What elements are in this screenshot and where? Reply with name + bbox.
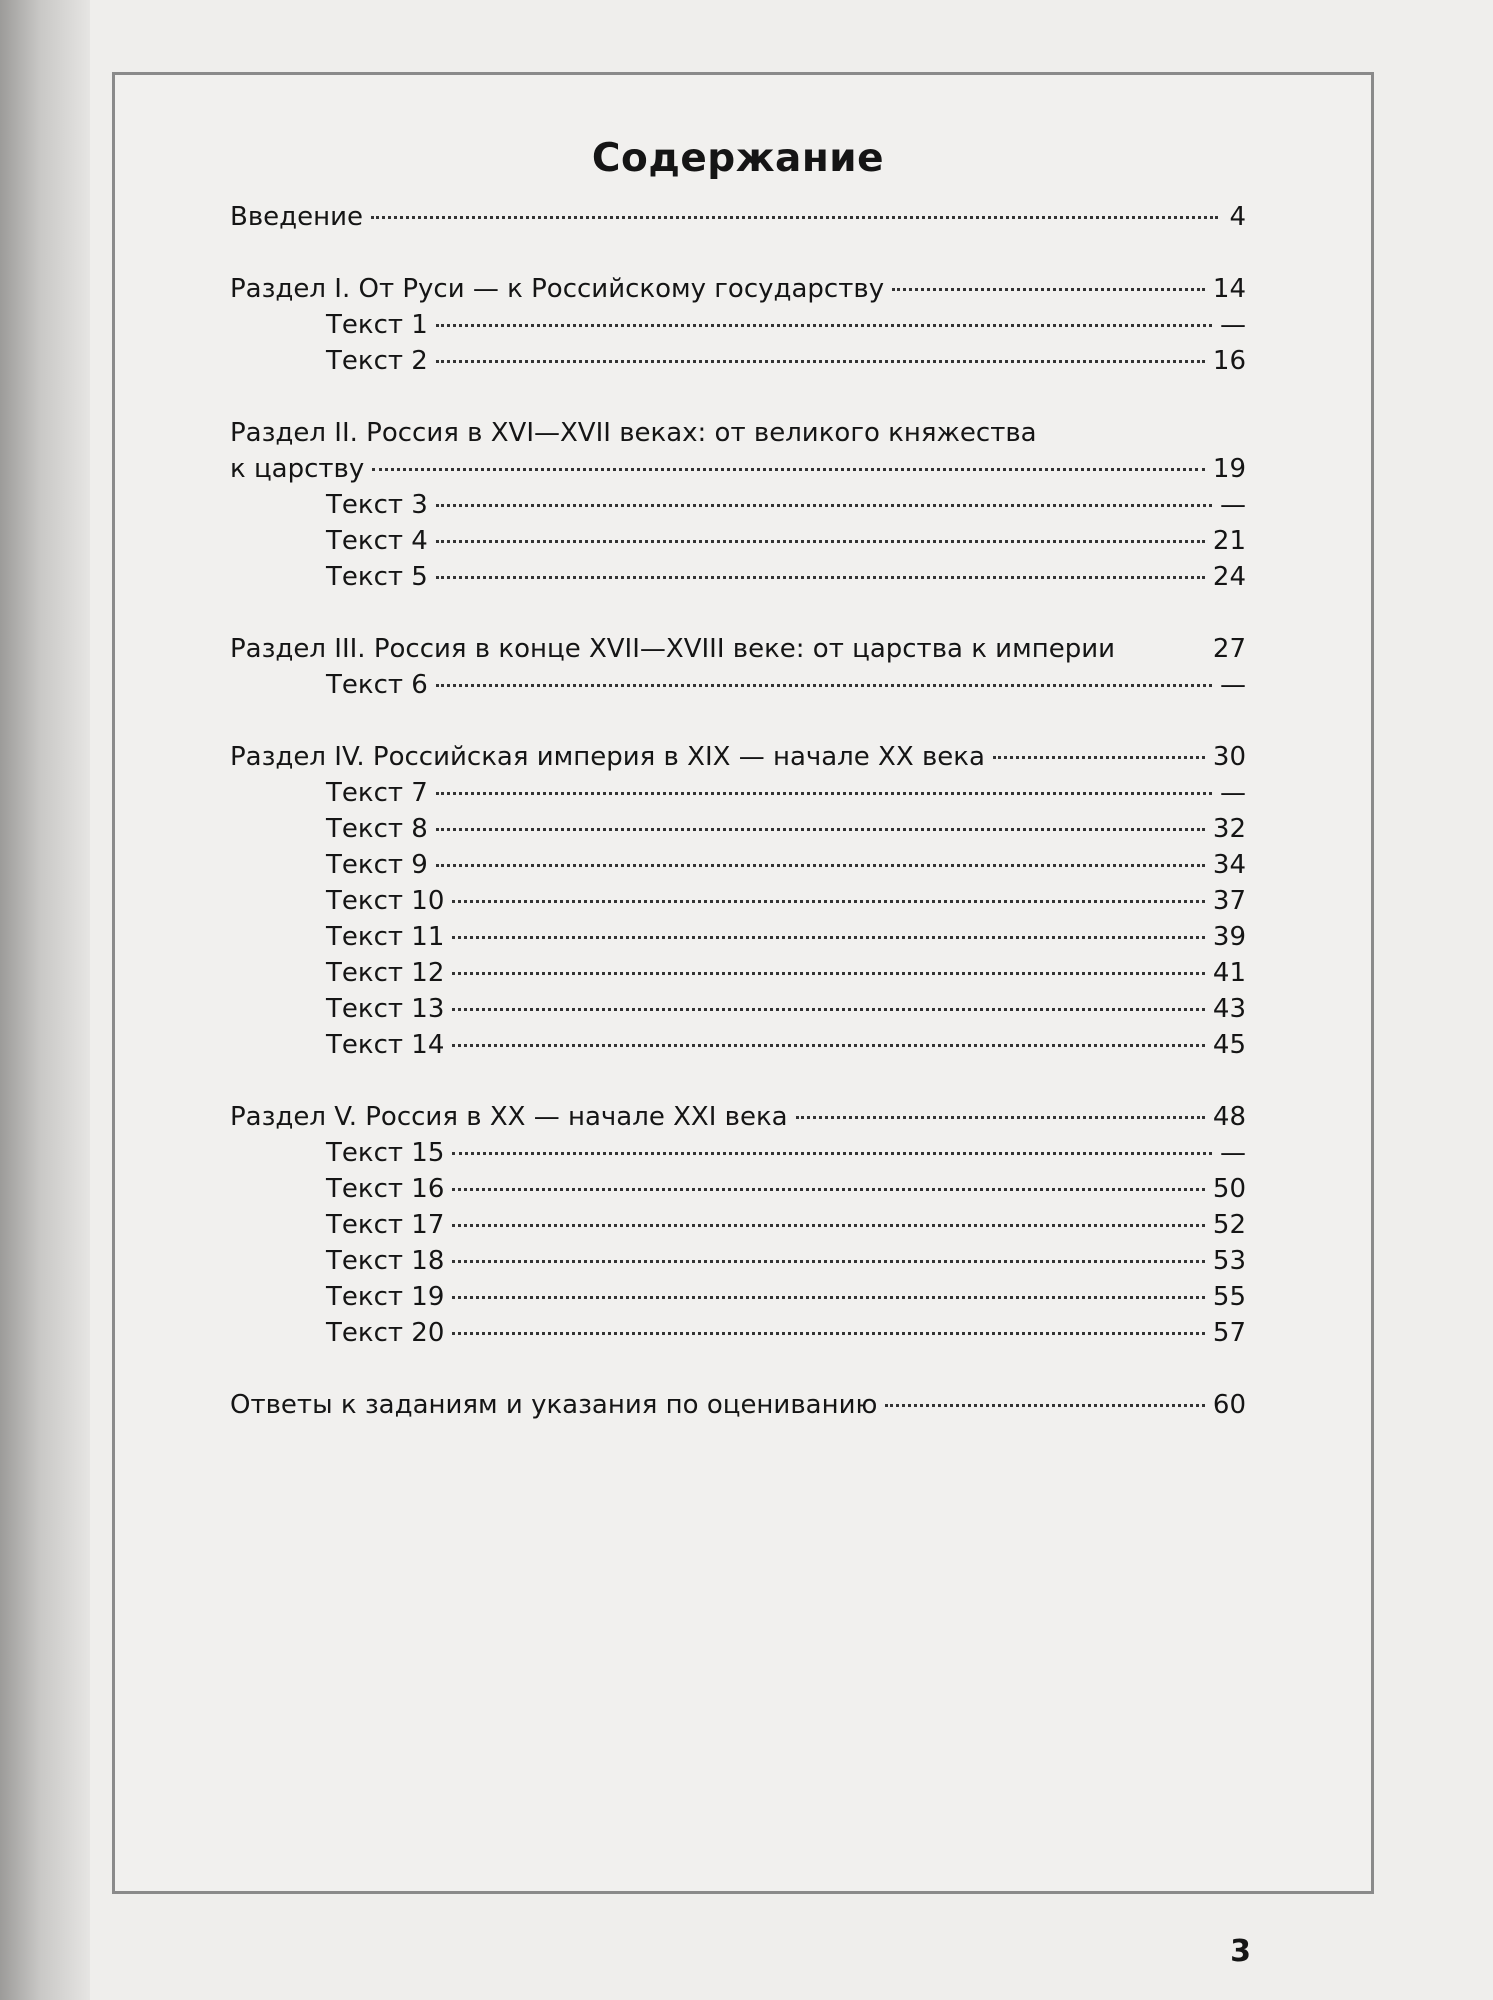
toc-page-number: 24 (1212, 562, 1246, 592)
toc-leader-dots (436, 324, 1212, 327)
toc-page-number: 4 (1229, 202, 1246, 232)
toc-entry-label: Текст 7 (326, 778, 428, 808)
toc-block (230, 271, 1246, 379)
toc-subentry (230, 667, 1246, 703)
toc-page-number: 37 (1212, 886, 1246, 916)
toc-block (230, 631, 1246, 703)
toc-entry (230, 199, 1246, 235)
toc-subentry (230, 811, 1246, 847)
toc-leader-dots (452, 972, 1205, 975)
toc-entry (230, 1099, 1246, 1135)
toc-gap (230, 235, 1246, 271)
toc-gap (230, 703, 1246, 739)
toc-entry-label: Текст 12 (326, 958, 445, 988)
toc-entry-label: Текст 4 (326, 526, 428, 556)
toc-leader-dots (452, 1296, 1205, 1299)
toc-page-number: 19 (1212, 454, 1246, 484)
toc-page-number: — (1220, 778, 1246, 808)
toc-entry-label: Раздел IV. Российская империя в XIX — начале XX века (230, 742, 985, 772)
toc-subentry (230, 1315, 1246, 1351)
toc-leader-dots (436, 540, 1205, 543)
toc-leader-dots (892, 288, 1205, 291)
toc-entry-label: Раздел V. Россия в XX — начале XXI века (230, 1102, 788, 1132)
toc-entry-label: Текст 16 (326, 1174, 445, 1204)
toc-subentry (230, 847, 1246, 883)
toc-subentry (230, 1207, 1246, 1243)
toc-subentry (230, 955, 1246, 991)
toc-entry-label: Введение (230, 202, 364, 232)
toc-subentry (230, 883, 1246, 919)
toc-subentry (230, 1171, 1246, 1207)
toc-subentry (230, 1243, 1246, 1279)
toc-block (230, 1099, 1246, 1351)
toc-leader-dots (436, 360, 1205, 363)
toc-entry-label: Текст 19 (326, 1282, 445, 1312)
toc-page-number: 41 (1212, 958, 1246, 988)
toc-page-number: 27 (1212, 634, 1246, 664)
toc-entry-label: Текст 1 (326, 310, 428, 340)
toc-gap (230, 1351, 1246, 1387)
toc-page-number: 52 (1212, 1210, 1246, 1240)
toc-page-number: 39 (1212, 922, 1246, 952)
toc-subentry (230, 775, 1246, 811)
toc-page-number: 57 (1212, 1318, 1246, 1348)
toc-leader-dots (452, 900, 1205, 903)
toc-entry-label: Текст 8 (326, 814, 428, 844)
toc-entry-label: Текст 3 (326, 490, 428, 520)
toc-subentry (230, 1135, 1246, 1171)
toc-entry-label: Раздел III. Россия в конце XVII—XVIII веке: от царства к империи (230, 634, 1115, 664)
toc-block (230, 415, 1246, 595)
toc-page-number: 16 (1212, 346, 1246, 376)
toc-page-number: 34 (1212, 850, 1246, 880)
toc-page-number: 32 (1212, 814, 1246, 844)
toc-gap (230, 379, 1246, 415)
toc-page-number: 21 (1212, 526, 1246, 556)
toc-block (230, 199, 1246, 235)
toc-page-number: 14 (1212, 274, 1246, 304)
toc-entry-label: Текст 2 (326, 346, 428, 376)
toc-subentry (230, 307, 1246, 343)
toc-page-number: — (1220, 310, 1246, 340)
toc-leader-dots (452, 1044, 1205, 1047)
toc-page-number: 60 (1212, 1390, 1246, 1420)
toc-leader-dots (452, 936, 1205, 939)
toc-leader-dots (452, 1008, 1205, 1011)
toc-page-number: 30 (1212, 742, 1246, 772)
toc-entry (230, 451, 1246, 487)
toc-section-heading: Раздел II. Россия в XVI—XVII веках: от великого княжества (230, 418, 1037, 448)
toc-entry-label: Текст 5 (326, 562, 428, 592)
toc-leader-dots (372, 468, 1205, 471)
toc-leader-dots (452, 1152, 1212, 1155)
toc-leader-dots (436, 684, 1212, 687)
toc-entry (230, 739, 1246, 775)
toc-entry-label: Текст 17 (326, 1210, 445, 1240)
toc-block (230, 739, 1246, 1063)
toc-leader-dots (452, 1188, 1205, 1191)
toc-page-number: 43 (1212, 994, 1246, 1024)
toc-entry (230, 271, 1246, 307)
toc-subentry (230, 559, 1246, 595)
toc-entry (230, 1387, 1246, 1423)
toc-leader-dots (436, 828, 1205, 831)
toc-leader-dots (452, 1224, 1205, 1227)
toc-entry-label: Текст 10 (326, 886, 445, 916)
toc-entry (230, 631, 1246, 667)
toc-block (230, 1387, 1246, 1423)
toc-gap (230, 595, 1246, 631)
toc-subentry (230, 343, 1246, 379)
toc-entry-label: Текст 18 (326, 1246, 445, 1276)
toc-leader-dots (436, 504, 1212, 507)
toc-page-number: — (1220, 490, 1246, 520)
toc-leader-dots (436, 792, 1212, 795)
toc-leader-dots (993, 756, 1205, 759)
toc-subentry (230, 487, 1246, 523)
table-of-contents (230, 136, 1246, 1423)
toc-entry-label: Текст 14 (326, 1030, 445, 1060)
toc-page-number: 50 (1212, 1174, 1246, 1204)
toc-entry-label: Раздел I. От Руси — к Российскому государству (230, 274, 885, 304)
toc-entry-label: Ответы к заданиям и указания по оцениванию (230, 1390, 878, 1420)
toc-subentry (230, 1279, 1246, 1315)
toc-page-number: 55 (1212, 1282, 1246, 1312)
toc-page-number: 45 (1212, 1030, 1246, 1060)
toc-leader-dots (452, 1332, 1205, 1335)
toc-subentry (230, 523, 1246, 559)
toc-entry-label: Текст 6 (326, 670, 428, 700)
toc-page-number: — (1220, 1138, 1246, 1168)
page-binding-shadow (0, 0, 90, 2000)
toc-body (230, 199, 1246, 1423)
toc-entry-label: Текст 15 (326, 1138, 445, 1168)
toc-subentry (230, 991, 1246, 1027)
toc-subentry (230, 919, 1246, 955)
toc-entry-label: Текст 11 (326, 922, 445, 952)
toc-page-number: 53 (1212, 1246, 1246, 1276)
toc-subentry (230, 1027, 1246, 1063)
toc-entry-label: Текст 20 (326, 1318, 445, 1348)
toc-leader-dots (885, 1404, 1205, 1407)
toc-leader-dots (436, 864, 1205, 867)
toc-gap (230, 1063, 1246, 1099)
page-title: Содержание (591, 136, 885, 181)
toc-entry-label: к царству (230, 454, 365, 484)
toc-leader-dots (371, 216, 1218, 219)
toc-leader-dots (452, 1260, 1205, 1263)
toc-page-number: — (1220, 670, 1246, 700)
toc-entry-label: Текст 9 (326, 850, 428, 880)
toc-leader-dots (436, 576, 1205, 579)
toc-leader-dots (796, 1116, 1205, 1119)
toc-page-number: 48 (1212, 1102, 1246, 1132)
toc-entry-label: Текст 13 (326, 994, 445, 1024)
page-number: 3 (1230, 1934, 1251, 1969)
